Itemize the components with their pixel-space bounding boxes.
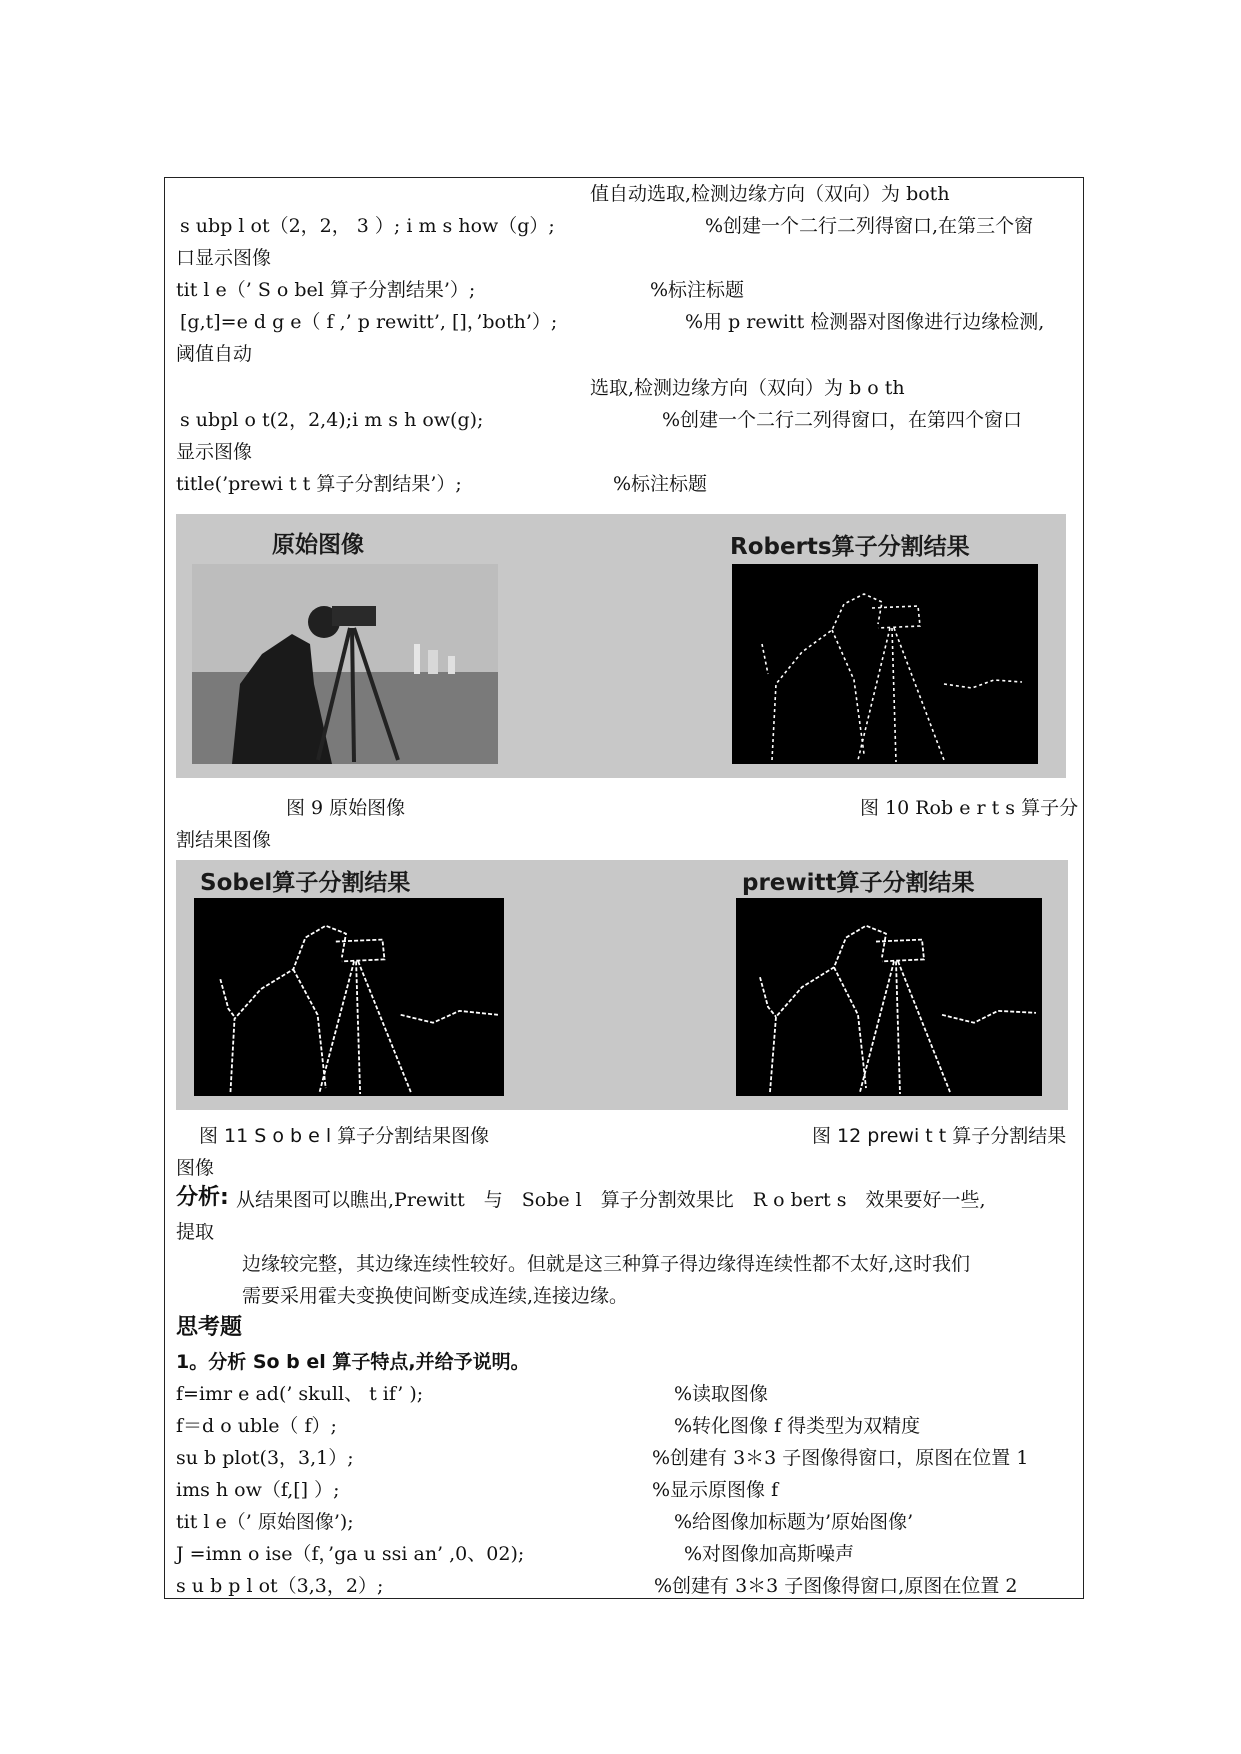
code-comment: %对图像加高斯噪声 [684, 1543, 855, 1565]
figure-caption: 图像 [176, 1157, 215, 1179]
question-1: 1。分析 So b el 算子特点,并给予说明。 [176, 1351, 530, 1373]
code-line: J =imn o ise（f，’ga u ssi an’ ,0、02); [176, 1543, 525, 1565]
code-line: ims h ow（f,[] ）; [176, 1479, 340, 1501]
code-comment: %创建有 3＊3 子图像得窗口，原图在位置 1 [652, 1447, 1029, 1469]
questions-heading: 思考题 [176, 1315, 243, 1340]
analysis-text: 从结果图可以瞧出,Prewitt 与 Sobe l 算子分割效果比 R o bert s 效果要好一些, [236, 1189, 986, 1211]
code-line: s ubpl o t(2，2,4);i m s h ow(g); [180, 409, 484, 431]
code-line: tit l e（’ S o bel 算子分割结果’）; [176, 279, 476, 301]
text-line: 口显示图像 [176, 247, 272, 269]
text-line: 阈值自动 [176, 343, 253, 365]
figure-panel-1 [176, 514, 1066, 778]
code-line: [g,t]=e d g e（ f ,’ p rewitt’, []，’both’）; [180, 311, 558, 333]
prewitt-result-image [736, 898, 1042, 1096]
figure-caption: 割结果图像 [176, 829, 272, 851]
code-line: s ubp l ot（2，2， 3 ）; i m s how（g）; [180, 215, 555, 237]
roberts-title: Roberts算子分割结果 [730, 534, 970, 560]
code-comment: %标注标题 [613, 473, 708, 495]
code-comment: %创建一个二行二列得窗口,在第三个窗 [705, 215, 1034, 237]
analysis-text: 边缘较完整，其边缘连续性较好。但就是这三种算子得边缘得连续性都不太好,这时我们 [242, 1253, 971, 1275]
analysis-text: 需要采用霍夫变换使间断变成连续,连接边缘。 [242, 1285, 629, 1307]
original-photo [192, 564, 498, 764]
figure-caption: 图 9 原始图像 [286, 797, 406, 819]
figure-panel-2 [176, 860, 1068, 1110]
roberts-result-image [732, 564, 1038, 764]
code-line: f=imr e ad(’ skull、 t if’ ); [176, 1383, 424, 1405]
analysis-text: 提取 [176, 1221, 215, 1243]
code-line: su b plot(3，3,1）; [176, 1447, 354, 1469]
code-comment: %转化图像 f 得类型为双精度 [674, 1415, 921, 1437]
text-line: 值自动选取,检测边缘方向（双向）为 both [590, 183, 950, 205]
code-line: tit l e（’ 原始图像’); [176, 1511, 354, 1533]
sobel-title: Sobel算子分割结果 [200, 870, 411, 896]
code-comment: %给图像加标题为’原始图像’ [674, 1511, 914, 1533]
code-line: title(’prewi t t 算子分割结果’）; [176, 473, 462, 495]
prewitt-title: prewitt算子分割结果 [742, 870, 975, 896]
code-comment: %显示原图像 f [652, 1479, 779, 1501]
code-line: f＝d o uble（ f）; [176, 1415, 337, 1437]
figure-caption: 图 11 S o b e l 算子分割结果图像 [199, 1125, 490, 1147]
figure-caption: 图 10 Rob e r t s 算子分 [860, 797, 1079, 819]
code-comment: %用 p rewitt 检测器对图像进行边缘检测, [685, 311, 1045, 333]
sobel-result-image [194, 898, 504, 1096]
code-line: s u b p l ot（3,3，2）; [176, 1575, 384, 1597]
text-line: 显示图像 [176, 441, 253, 463]
figure-caption: 图 12 prewi t t 算子分割结果 [812, 1125, 1067, 1147]
code-comment: %标注标题 [650, 279, 745, 301]
text-line: 选取,检测边缘方向（双向）为 b o th [590, 377, 905, 399]
original-image-title: 原始图像 [272, 532, 364, 558]
code-comment: %创建有 3＊3 子图像得窗口,原图在位置 2 [654, 1575, 1018, 1597]
analysis-label: 分析: [176, 1185, 229, 1210]
code-comment: %创建一个二行二列得窗口，在第四个窗口 [662, 409, 1023, 431]
code-comment: %读取图像 [674, 1383, 769, 1405]
